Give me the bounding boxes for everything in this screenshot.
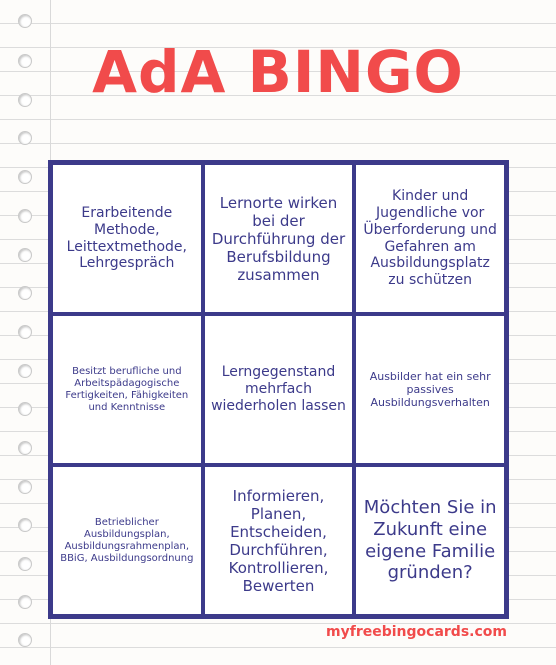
binder-hole	[18, 402, 32, 416]
binder-hole	[18, 248, 32, 262]
binder-hole	[18, 633, 32, 647]
bingo-cell[interactable]: Lernorte wirken bei der Durchführung der Berufsbildung zusammen	[203, 163, 355, 314]
bingo-cell[interactable]: Ausbilder hat ein sehr passives Ausbildungsverhalten	[354, 314, 506, 465]
binder-hole	[18, 131, 32, 145]
binder-hole	[18, 286, 32, 300]
bingo-cell[interactable]: Erarbeitende Methode, Leittextmethode, Lehrgespräch	[51, 163, 203, 314]
binder-hole	[18, 364, 32, 378]
binder-hole	[18, 170, 32, 184]
bingo-cell[interactable]: Informieren, Planen, Entscheiden, Durchführen, Kontrollieren, Bewerten	[203, 465, 355, 616]
bingo-cell[interactable]: Betrieblicher Ausbildungsplan, Ausbildungsrahmenplan, BBiG, Ausbildungsordnung	[51, 465, 203, 616]
bingo-title: AdA BINGO	[92, 38, 464, 106]
binder-hole	[18, 209, 32, 223]
site-credit: myfreebingocards.com	[326, 624, 507, 640]
binder-hole	[18, 441, 32, 455]
binder-hole	[18, 518, 32, 532]
bingo-cell[interactable]: Kinder und Jugendliche vor Überforderung und Gefahren am Ausbildungsplatz zu schützen	[354, 163, 506, 314]
bingo-board	[48, 160, 509, 619]
binder-hole	[18, 557, 32, 571]
binder-hole	[18, 325, 32, 339]
binder-hole	[18, 595, 32, 609]
binder-hole	[18, 14, 32, 28]
binder-hole	[18, 480, 32, 494]
bingo-cell[interactable]: Möchten Sie in Zukunft eine eigene Familie gründen?	[354, 465, 506, 616]
bingo-cell[interactable]: Lerngegenstand mehrfach wiederholen lassen	[203, 314, 355, 465]
bingo-cell[interactable]: Besitzt berufliche und Arbeitspädagogische Fertigkeiten, Fähigkeiten und Kenntnisse	[51, 314, 203, 465]
